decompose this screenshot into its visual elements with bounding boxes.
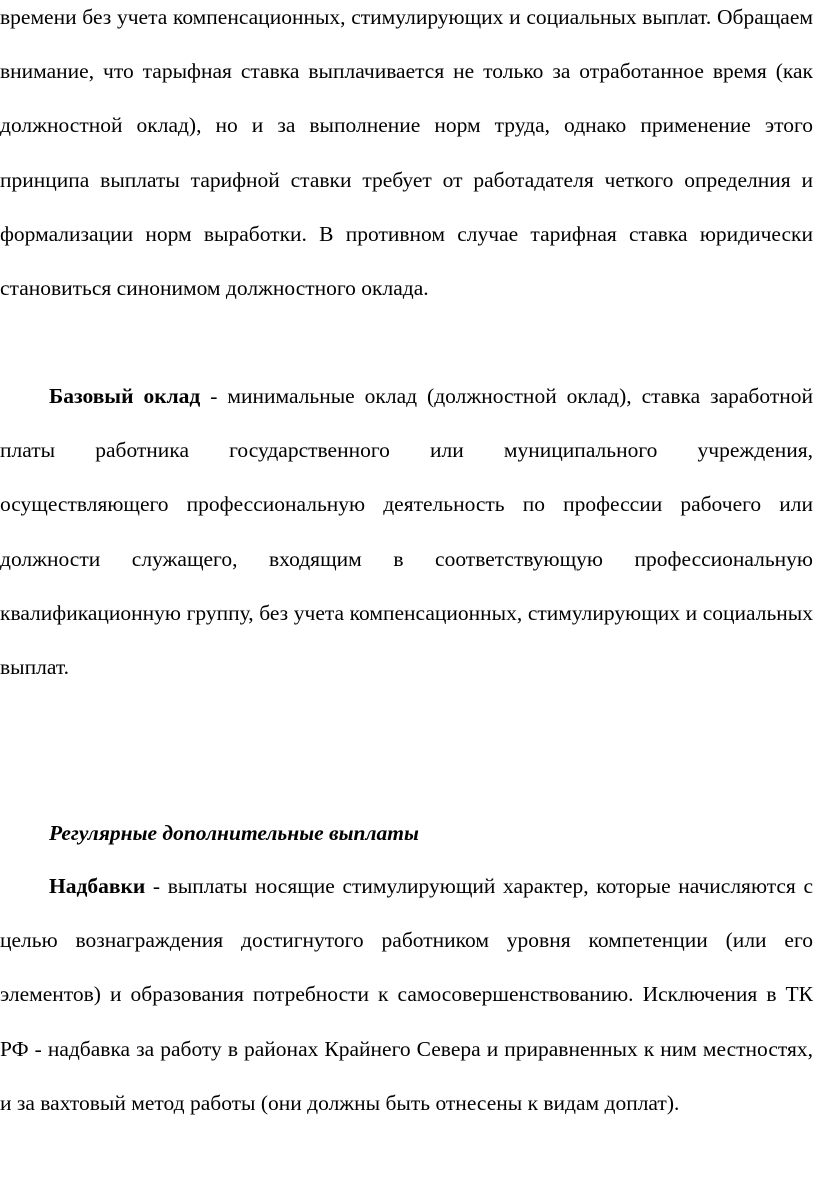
paragraph-continued-tariff-rate: времени без учета компенсационных, стимулирующих и социальных выплат. Обращаем внимание, что тарыфная ставка выплачивается не только за отработанное время (как должностной оклад), но и за выполнение норм труда, однако применение этого принципа выплаты тарифной ставки требует от работадателя четкого определния и формализации норм выработки. В противном случае тарифная ставка юридически становиться синонимом должностного оклада.: [0, 5, 813, 301]
definition-allowances: - выплаты носящие стимулирующий характер, которые начисляются с целью вознаграждения достигнутого работником уровня компетенции (или его элементов) и образования потребности к самосовершенствованию. Исключения в ТК РФ - надбавка за работу в районах Крайнего Севера и приравненных к ним местностях, и за вахтовый метод работы (они должны быть отнесены к видам доплат).: [0, 874, 813, 1115]
term-base-salary: Базовый оклад: [49, 384, 201, 408]
paragraph-base-salary: [0, 369, 813, 694]
definition-base-salary: - минимальные оклад (должностной оклад), ставка заработной платы работника государственного или муниципального учреждения, осуществляющего профессиональную деятельность по профессии рабочего или должности служащего, входящим в соответствующую профессиональную квалификационную группу, без учета компенсационных, стимулирующих и социальных выплат.: [0, 384, 813, 680]
section-heading: Регулярные дополнительные выплаты: [49, 821, 419, 845]
term-allowances: Надбавки: [49, 874, 146, 898]
paragraph-allowances: [0, 859, 813, 1130]
